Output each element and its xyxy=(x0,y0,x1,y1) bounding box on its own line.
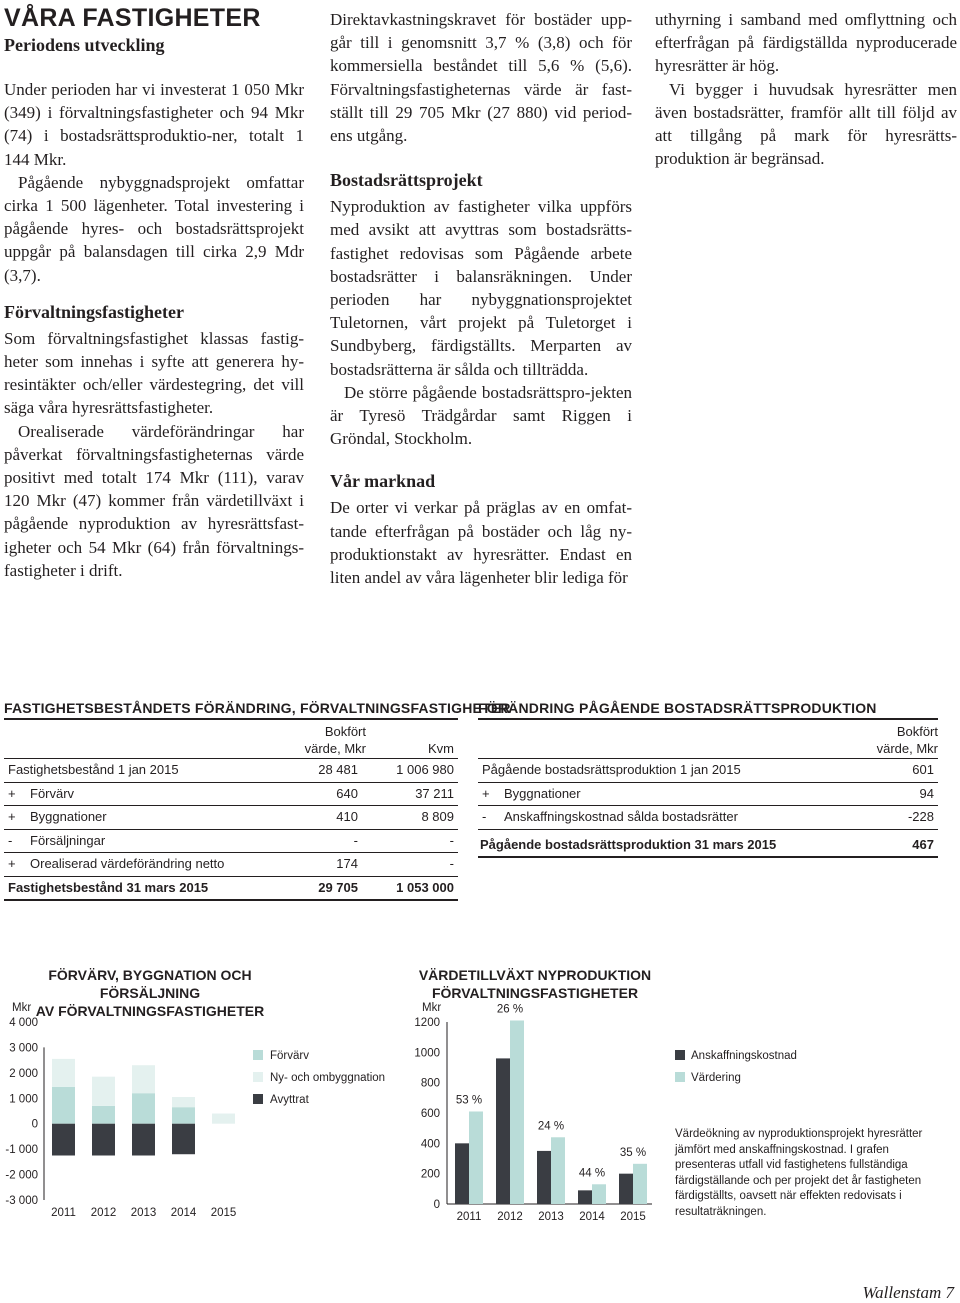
data-label: 35 % xyxy=(619,1146,647,1159)
text-column-3 xyxy=(655,8,957,170)
y-tick-label: 600 xyxy=(420,1108,440,1120)
legend-swatch xyxy=(675,1072,685,1082)
y-axis-label: Mkr xyxy=(422,1002,442,1014)
bar-segment xyxy=(132,1124,155,1156)
paragraph: Under perioden har vi investerat 1 050 Mkr (349) i förvaltningsfastigheter och 94 Mkr (74) i bostadsrättsproduktio-ner, totalt 1 144 Mkr. xyxy=(4,80,304,169)
row-label: Orealiserad värdeförändring netto xyxy=(30,856,225,871)
row-sign: + xyxy=(8,856,16,871)
table-header xyxy=(4,720,458,759)
table-bostadsrattsproduktion xyxy=(478,700,938,858)
bar-segment xyxy=(52,1124,75,1156)
table-row xyxy=(4,853,458,877)
row-sign: + xyxy=(482,785,490,801)
text-column-2 xyxy=(330,8,632,589)
paragraph: Direktavkastningskravet för bostäder upp-går till i genomsnitt 3,7 % (3,8) och för kommersiella beståndet till 5,6 % (5,6). Förvaltningsfastigheternas värde är fast-ställt till 29 705 Mkr (27 880) vid period-ens utgång. xyxy=(330,10,632,146)
row-value: -228 xyxy=(907,809,934,824)
chart-forvarv-byggnation xyxy=(0,1000,440,1230)
y-tick-label: 4 000 xyxy=(9,1017,38,1029)
chart-title: VÄRDETILLVÄXT NYPRODUKTION FÖRVALTNINGSFASTIGHETER xyxy=(418,967,652,1001)
paragraph: De orter vi verkar på präglas av en omfat-tande efterfrågan på bostäder och låg ny-produktionstakt av hyresrätter. Endast en liten andel av våra lägenheter blir lediga för xyxy=(330,498,632,588)
section-heading: Förvaltningsfastigheter xyxy=(4,301,184,322)
data-label: 44 % xyxy=(578,1167,606,1180)
row-label: Byggnationer xyxy=(504,785,581,801)
row-kvm: - xyxy=(449,856,454,871)
y-tick-label: -2 000 xyxy=(5,1169,38,1182)
row-value: 94 xyxy=(919,785,934,801)
table-title: FÖRÄNDRING PÅGÅENDE BOSTADSRÄTTSPRODUKTION xyxy=(478,700,938,720)
table-header xyxy=(478,720,938,759)
column-header: Bokfört värde, Mkr xyxy=(304,724,366,756)
legend-label: Förvärv xyxy=(270,1050,309,1062)
bar-segment xyxy=(92,1077,115,1106)
x-tick-label: 2015 xyxy=(210,1207,237,1219)
section-heading: Bostadsrättsprojekt xyxy=(330,170,483,191)
row-value: 640 xyxy=(336,785,358,801)
x-tick-label: 2011 xyxy=(456,1211,482,1223)
row-sign: + xyxy=(8,785,16,801)
legend-swatch xyxy=(253,1050,263,1060)
y-tick-label: -1 000 xyxy=(5,1144,38,1157)
page-footer: Wallenstam 7 xyxy=(862,1283,954,1302)
row-value: - xyxy=(353,832,358,848)
page-subtitle: Periodens utveckling xyxy=(4,35,165,55)
paragraph: Nyproduktion av fastigheter vilka uppförs med avsikt att avyttras som bostadsrätts-fastighet redovisas som Pågående arbete bostadsrätter i balansräkningen. Under perioden har nybyggnationsprojektet Tuletornen, vårt projekt på Tuletorget i Sundbyberg, färdigställts. Merparten av bostadsrätterna är sålda och tillträdda. xyxy=(330,197,632,379)
legend-swatch xyxy=(253,1094,263,1104)
table-row xyxy=(478,783,938,807)
x-tick-label: 2014 xyxy=(170,1207,197,1219)
paragraph: Orealiserade värdeförändringar har påverkat förvaltningsfastigheternas värde positivt med totalt 174 Mkr (111), varav 120 Mkr (47) kommer från värdetillväxt i pågående nyproduktion av hyresrättsfast-igheter och 54 Mkr (64) från förvaltnings-fastigheter i drift. xyxy=(4,421,304,580)
table-total-row: Fastighetsbestånd 31 mars 2015 29 705 1 053 000 xyxy=(4,877,458,902)
text-column-1 xyxy=(4,78,304,582)
bar xyxy=(592,1184,606,1204)
x-tick-label: 2011 xyxy=(51,1207,76,1219)
paragraph: Vi bygger i huvudsak hyresrätter men även bostadsrätter, framför allt till följd av att tillgång på mark för hyresrätts-produktion är begränsad. xyxy=(655,79,957,169)
row-value: 601 xyxy=(912,762,934,777)
paragraph: uthyrning i samband med omflyttning och efterfrågan på färdigställda nyproducerade hyresrätter är hög. xyxy=(655,10,957,76)
legend-label: Värdering xyxy=(691,1072,741,1084)
y-axis-label: Mkr xyxy=(12,1002,32,1014)
row-label: Anskaffningskostnad sålda bostadsrätter xyxy=(504,809,738,824)
bar-segment xyxy=(172,1107,195,1124)
table-row xyxy=(478,806,938,830)
legend-swatch xyxy=(675,1050,685,1060)
table-title: FASTIGHETSBESTÅNDETS FÖRÄNDRING, FÖRVALTNINGSFASTIGHETER xyxy=(4,700,458,720)
y-tick-label: 800 xyxy=(420,1077,440,1090)
row-value: 28 481 xyxy=(318,762,358,777)
row-sign: - xyxy=(8,832,13,848)
paragraph: Pågående nybyggnadsprojekt omfattar cirka 1 500 lägenheter. Total investering i pågående hyres- och bostadsrättsprojekt uppgår på balansdagen till cirka 2,9 Mdr (3,7). xyxy=(4,172,304,285)
x-tick-label: 2015 xyxy=(620,1211,646,1223)
row-label: Förvärv xyxy=(30,785,75,801)
table-fastighetsbestand xyxy=(4,700,511,901)
x-tick-label: 2014 xyxy=(579,1211,605,1223)
y-tick-label: 1000 xyxy=(414,1047,440,1060)
table-total-row: Pågående bostadsrättsproduktion 31 mars 2015 467 xyxy=(478,834,938,859)
chart-note: Värdeökning av nyproduktionsprojekt hyresrätter jämfört med anskaffningskostnad. I grafen presenteras utfall vid fastighetens fullständiga färdigställande och per projekt det år fastigheten färdigställts, oavsett när effekten redovisats i resultaträkningen. xyxy=(675,1128,923,1218)
section-heading: Vår marknad xyxy=(330,471,436,492)
y-tick-label: 1 000 xyxy=(9,1093,38,1106)
bar xyxy=(619,1174,633,1204)
table-row xyxy=(4,783,458,807)
column-header: Bokfört värde, Mkr xyxy=(876,724,938,756)
y-tick-label: 1200 xyxy=(414,1017,440,1029)
table-row xyxy=(478,759,938,783)
row-label: Pågående bostadsrättsproduktion 1 jan 2015 xyxy=(482,762,741,777)
row-label: Fastighetsbestånd 1 jan 2015 xyxy=(8,762,179,777)
table-row xyxy=(4,806,458,830)
x-tick-label: 2013 xyxy=(130,1207,157,1219)
legend-label: Avyttrat xyxy=(270,1094,309,1106)
x-tick-label: 2013 xyxy=(538,1211,564,1223)
paragraph: Som förvaltningsfastighet klassas fastig-heter som innehas i syfte att generera hy-resintäkter och/eller värdestegring, det vill säga våra hyresrättsfastigheter. xyxy=(4,328,304,418)
y-tick-label: 2 000 xyxy=(9,1067,38,1080)
bar-segment xyxy=(92,1106,115,1124)
paragraph: De större pågående bostadsrättspro-jekten är Tyresö Trädgårdar samt Riggen i Gröndal, Stockholm. xyxy=(330,382,632,449)
y-tick-label: -3 000 xyxy=(5,1195,38,1207)
column-header: Kvm xyxy=(428,741,454,756)
row-kvm: 1 006 980 xyxy=(396,762,454,777)
bar-segment xyxy=(52,1059,75,1087)
legend-swatch xyxy=(253,1072,263,1082)
table-row xyxy=(4,759,458,783)
bar xyxy=(455,1143,469,1204)
bar-segment xyxy=(132,1065,155,1093)
table-row xyxy=(4,830,458,854)
row-value: 174 xyxy=(336,856,358,871)
bar-segment xyxy=(92,1124,115,1156)
bar-segment xyxy=(52,1087,75,1124)
y-tick-label: 3 000 xyxy=(9,1042,38,1055)
row-sign: + xyxy=(8,809,16,824)
y-tick-label: 0 xyxy=(433,1199,440,1211)
row-sign: - xyxy=(482,809,487,824)
bar xyxy=(633,1164,647,1204)
row-kvm: - xyxy=(449,832,454,848)
data-label: 26 % xyxy=(496,1003,524,1016)
y-tick-label: 0 xyxy=(31,1118,38,1131)
row-label: Byggnationer xyxy=(30,809,107,824)
bar xyxy=(469,1111,483,1204)
legend-label: Anskaffningskostnad xyxy=(691,1050,797,1062)
bar xyxy=(510,1020,524,1204)
page-title: VÅRA FASTIGHETER xyxy=(4,4,261,32)
data-label: 53 % xyxy=(455,1094,483,1107)
row-kvm: 8 809 xyxy=(421,809,454,824)
x-tick-label: 2012 xyxy=(90,1207,117,1219)
bar-segment xyxy=(212,1114,235,1124)
data-label: 24 % xyxy=(537,1120,565,1133)
row-value: 410 xyxy=(336,809,358,824)
y-tick-label: 400 xyxy=(420,1138,440,1151)
bar xyxy=(496,1058,510,1204)
row-kvm: 37 211 xyxy=(415,785,454,801)
chart-title: FÖRVÄRV, BYGGNATION OCH FÖRSÄLJNING AV FÖRVALTNINGSFASTIGHETER xyxy=(35,967,265,1019)
y-tick-label: 200 xyxy=(420,1168,440,1181)
row-label: Försäljningar xyxy=(30,832,106,848)
legend-label: Ny- och ombyggnation xyxy=(270,1072,386,1084)
bar xyxy=(551,1137,565,1204)
bar-segment xyxy=(132,1093,155,1124)
bar xyxy=(537,1151,551,1204)
bar-segment xyxy=(172,1124,195,1155)
x-tick-label: 2012 xyxy=(497,1211,523,1223)
bar xyxy=(578,1190,592,1204)
bar-segment xyxy=(172,1097,195,1107)
